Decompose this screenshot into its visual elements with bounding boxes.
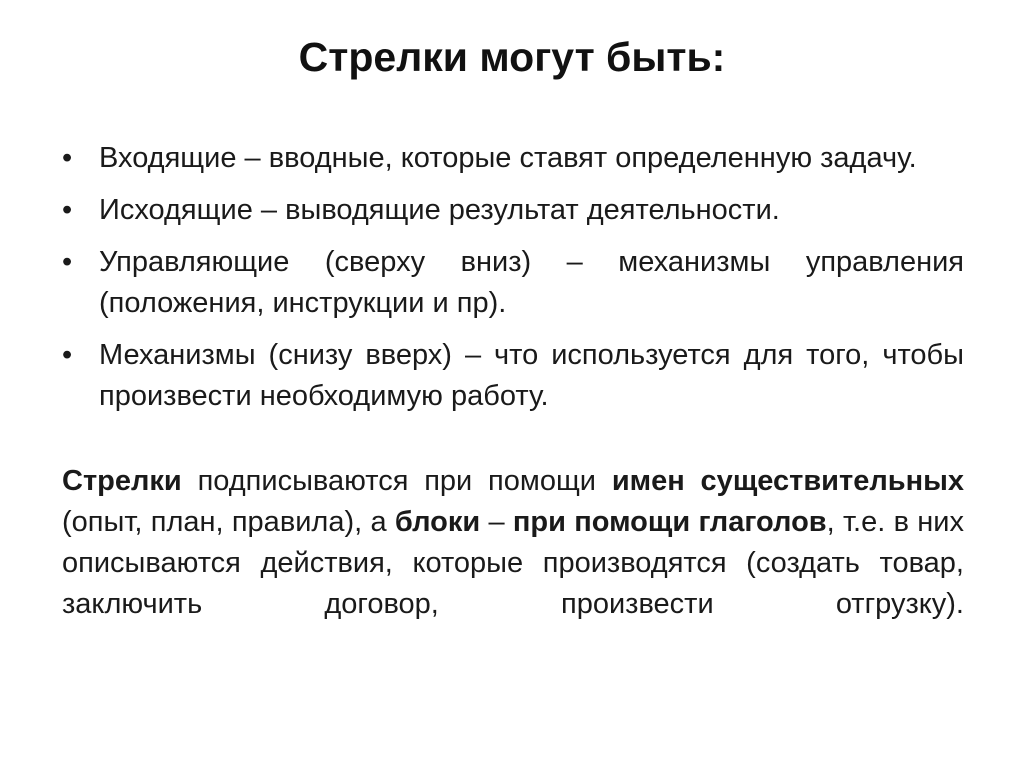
slide-title: Стрелки могут быть: <box>298 34 726 80</box>
bullet-item-incoming <box>62 138 964 179</box>
body-paragraph <box>62 461 964 625</box>
paragraph-text: подписываются при помощи <box>181 465 612 497</box>
bullet-text: Механизмы (снизу вверх) – что используется для того, чтобы произвести необходимую работу. <box>99 339 964 412</box>
bullet-text: Исходящие – выводящие результат деятельности. <box>99 194 780 226</box>
bullet-marker: • <box>62 339 73 371</box>
paragraph-text: (опыт, план, правила), а <box>62 506 395 538</box>
bullet-text: Управляющие (сверху вниз) – механизмы управления (положения, инструкции и пр). <box>99 246 964 319</box>
paragraph-text: – <box>480 506 513 538</box>
bullet-marker: • <box>62 194 73 226</box>
bullet-item-mechanisms <box>62 335 964 417</box>
bullet-marker: • <box>62 246 73 278</box>
bullet-marker: • <box>62 142 73 174</box>
bold-term-arrows: Стрелки <box>62 465 182 497</box>
bullet-text: Входящие – вводные, которые ставят определенную задачу. <box>99 142 917 174</box>
bullet-list <box>62 138 964 428</box>
bold-term-blocks: блоки <box>394 506 481 538</box>
paragraph-text: , т.е. в них описываются действия, которые производятся (создать товар, заключить договор, произвести отгрузку). <box>62 506 964 620</box>
bullet-item-outgoing <box>62 190 964 231</box>
bold-term-nouns: имен существительных <box>611 465 965 497</box>
bold-term-verbs: при помощи глаголов <box>512 506 827 538</box>
bullet-item-control <box>62 242 964 324</box>
